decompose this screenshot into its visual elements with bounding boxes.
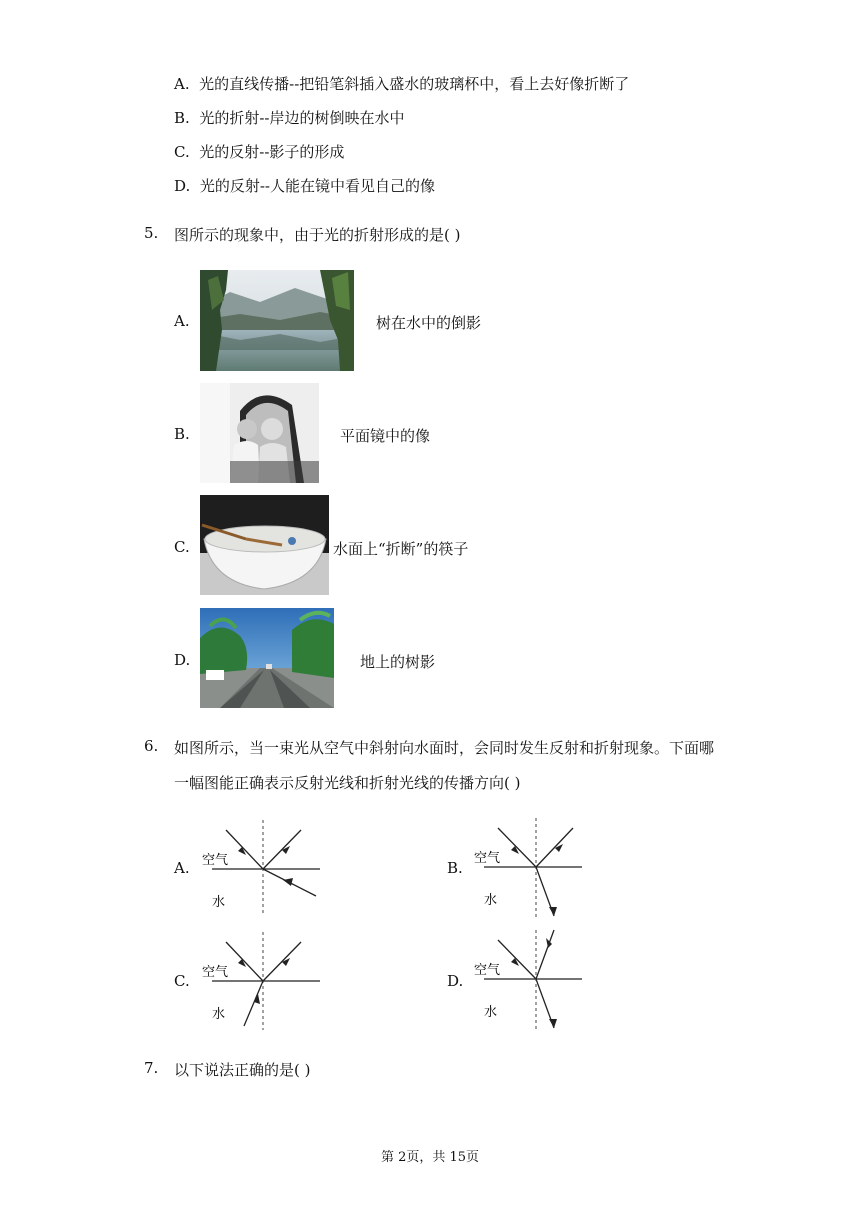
option-letter: D. [174, 177, 191, 195]
q6-number: 6. [144, 737, 159, 755]
option-letter: A. [174, 75, 190, 93]
water-label: 水 [212, 895, 226, 910]
air-label: 空气 [474, 851, 501, 866]
air-label: 空气 [202, 965, 229, 980]
q6-diagram-a [196, 818, 326, 918]
page-footer: 第 2页，共 15页 [380, 1150, 480, 1165]
q6-stem-line1: 如图所示，当一束光从空气中斜射向水面时，会同时发生反射和折射现象。下面哪 [174, 739, 715, 757]
q6-option-b-letter: B. [447, 859, 463, 877]
q6-option-d-letter: D. [447, 972, 464, 990]
option-text: 光的反射--影子的形成 [199, 143, 345, 161]
q7-stem: 以下说法正确的是( ) [174, 1061, 311, 1079]
water-label: 水 [484, 1005, 498, 1020]
q4-option-d [174, 175, 435, 196]
q5-number: 5. [144, 224, 159, 242]
q6-diagram-c [196, 930, 326, 1032]
bent-chopstick-photo [200, 495, 329, 595]
q6-stem-line2: 一幅图能正确表示反射光线和折射光线的传播方向( ) [174, 774, 521, 792]
q5-option-c-letter: C. [174, 538, 190, 556]
q5-option-b-caption: 平面镜中的像 [340, 427, 431, 445]
q5-option-c-caption: 水面上“折断”的筷子 [333, 540, 469, 558]
option-text: 光的反射--人能在镜中看见自己的像 [199, 177, 435, 195]
q5-option-a-letter: A. [174, 312, 190, 330]
option-text: 光的直线传播--把铅笔斜插入盛水的玻璃杯中，看上去好像折断了 [199, 75, 630, 93]
q6-diagram-d [468, 928, 598, 1032]
q4-option-c [174, 141, 344, 162]
q5-option-d-letter: D. [174, 651, 191, 669]
q5-option-b-letter: B. [174, 425, 190, 443]
q6-option-c-letter: C. [174, 972, 190, 990]
q7-number: 7. [144, 1059, 159, 1077]
option-text: 光的折射--岸边的树倒映在水中 [199, 109, 405, 127]
q6-diagram-b [468, 816, 598, 920]
q4-option-b [174, 107, 404, 128]
lake-reflection-photo [200, 270, 354, 371]
q5-stem: 图所示的现象中，由于光的折射形成的是( ) [174, 226, 461, 244]
q5-option-a-caption: 树在水中的倒影 [376, 314, 482, 332]
option-letter: B. [174, 109, 190, 127]
tree-shadow-photo [200, 608, 334, 708]
air-label: 空气 [202, 853, 229, 868]
q4-option-a [174, 73, 629, 94]
water-label: 水 [484, 893, 498, 908]
q5-option-d-caption: 地上的树影 [360, 653, 436, 671]
mirror-image-photo [200, 383, 319, 483]
water-label: 水 [212, 1007, 226, 1022]
q6-option-a-letter: A. [174, 859, 190, 877]
option-letter: C. [174, 143, 190, 161]
air-label: 空气 [474, 963, 501, 978]
